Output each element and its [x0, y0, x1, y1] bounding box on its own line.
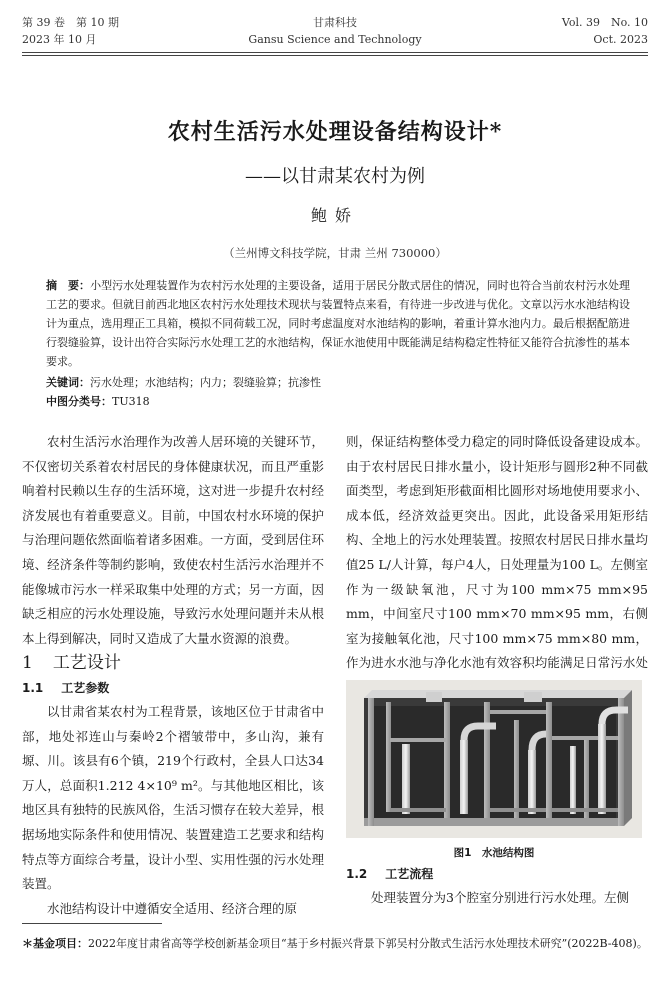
paper-title: 农村生活污水处理设备结构设计* — [167, 119, 503, 145]
keywords-text: 污水处理；水池结构；内力；裂缝验算；抗渗性 — [90, 376, 321, 389]
tank-structure-illustration — [346, 680, 642, 838]
section-title: 工艺设计 — [52, 653, 121, 674]
paper-subtitle: ——以甘肃某农村为例 — [245, 166, 425, 187]
figure-1-caption: 图1 水池结构图 — [453, 847, 535, 859]
figure-1-tank-structure — [346, 680, 642, 838]
process-paragraph: 处理装置分为3个腔室分别进行污水处理。左侧 — [371, 890, 629, 905]
header-rule — [22, 52, 648, 53]
design-paragraph: 水池结构设计中遵循安全适用、经济合理的原 — [47, 900, 298, 916]
intro-paragraph: 农村生活污水治理作为改善人居环境的关键环节，不仅密切关系着农村居民的身体健康状况，而且严重影响着村民赖以生存的生活环境，这对进一步提升农村经济发展也有着重要意义。目前，中国农村水环境的保护与治理问题依然面临着诸多困难。一方面，受到居住环境、经济条件等制约影响，致使农村生活污水治理并不能像城市污水一样采取集中处理的方式；另一方面，因缺乏相应的污水处理设施，导致污水处理问题并未从根本上得到解决，同时又造成了大量水资源的浪费。 — [22, 434, 324, 646]
journal-name-en: Gansu Science and Technology — [248, 33, 422, 46]
footnote-text: 2022年度甘肃省高等学校创新基金项目“基于乡村振兴背景下郭吴村分散式生活污水处理技术研究”(2022B-408)。 — [88, 937, 648, 950]
journal-name-cn: 甘肃科技 — [313, 16, 357, 29]
subsection-title: 工艺参数 — [61, 680, 110, 695]
keywords-block — [46, 373, 630, 411]
left-column — [22, 430, 324, 921]
abstract — [46, 276, 630, 371]
volume-issue: 第 39 卷 第 10 期 — [22, 16, 119, 29]
author: 鲍娇 — [310, 206, 359, 225]
classification — [46, 392, 630, 411]
abstract-label: 摘 要： — [46, 279, 91, 292]
classification-label: 中图分类号： — [46, 395, 112, 408]
design-paragraph-cont: 则，保证结构整体受力稳定的同时降低设备建设成本。由于农村居民日排水量小，设计矩形与圆形2种不同截面类型，考虑到矩形截面相比圆形对场地使用要求小、成本低，经济效益更突出。因此，此设备采用矩形结构、全地上的污水处理装置。按照农村居民日排水量均值25 L/人计算，每户4人，日处理量为100 L。左侧室作为一级缺氧池，尺寸为100 mm×75 mm×95 mm，中间室尺寸100 mm×70 mm×95 mm，右侧室为接触氧化池，尺寸100 mm×75 mm×80 mm，作为进水水池与净化水池有效容积均能满足日常污水处 — [346, 434, 648, 671]
keywords — [46, 373, 630, 392]
footnote-rule — [22, 923, 162, 924]
abstract-text: 小型污水处理装置作为农村污水处理的主要设备，适用于居民分散式居住的情况，同时也符合当前农村污水处理工艺的要求。但就目前西北地区农村污水处理技术现状与装置特点来看，有待进一步改进与优化。文章以污水水池结构设计为重点，选用理正工具箱，模拟不同荷载工况，同时考虑温度对水池结构的影响，着重计算水池内力。最后根据配筋进行裂缝验算，设计出符合实际污水处理工艺的水池结构，保证水池使用中既能满足结构稳定性特征又能符合抗渗性的基本要求。 — [46, 279, 630, 368]
affiliation: （兰州博文科技学院，甘肃 兰州 730000） — [223, 246, 447, 260]
subsection-heading-1-2 — [346, 862, 648, 886]
subsection-number-1-2: 1.2 — [346, 867, 368, 881]
journal-issue-en — [562, 14, 648, 48]
footnote — [22, 933, 648, 955]
classification-text: TU318 — [112, 395, 150, 408]
section-number: 1 — [22, 653, 33, 674]
header-rule-2 — [22, 55, 648, 56]
issue-date: 2023 年 10 月 — [22, 33, 97, 46]
subsection-title-1-2: 工艺流程 — [385, 867, 434, 881]
params-paragraph: 以甘肃省某农村为工程背景，该地区位于甘肃省中部，地处祁连山与秦岭2个褶皱带中，多山沟，兼有塬、川。该县有6个镇，219个行政村，全县人口达34万人，总面积1.212 4×10⁹ m²。与其他地区相比，该地区具有独特的民族风俗，生活习惯存在较大差异，根据场地实际条件和使用情况、装置建造工艺要求和结构特点等方面综合考量，设计小型、实用性强的污水处理装置。 — [22, 703, 324, 892]
section-heading-1 — [22, 651, 324, 676]
subsection-number: 1.1 — [22, 680, 44, 695]
keywords-label: 关键词： — [46, 376, 90, 389]
volume-issue-en: Vol. 39 No. 10 — [561, 16, 648, 29]
footnote-label: ＊基金项目： — [22, 937, 88, 950]
right-column-continued — [346, 862, 648, 911]
subsection-heading-1-1 — [22, 676, 324, 700]
issue-date-en: Oct. 2023 — [593, 33, 648, 46]
right-column — [346, 430, 648, 701]
